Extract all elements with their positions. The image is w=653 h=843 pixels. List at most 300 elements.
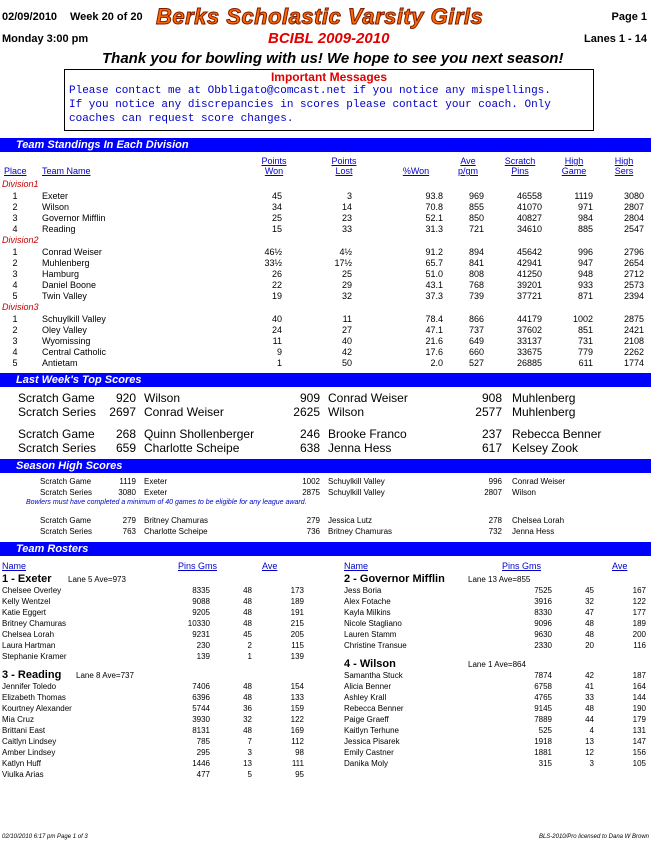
player-average: 173 — [290, 586, 304, 595]
score-name: Chelsea Lorah — [512, 516, 565, 525]
score-label: Scratch Series — [18, 441, 97, 455]
team-title: 3 - Reading — [2, 669, 62, 681]
division-label: Division1 — [2, 179, 39, 189]
team-info: Lane 13 Ave=855 — [468, 575, 531, 584]
standings-cell: 78.4 — [425, 314, 443, 324]
player-average: 116 — [633, 641, 646, 650]
standings-cell: 41070 — [516, 202, 542, 212]
player-pins: 3930 — [192, 715, 210, 724]
standings-cell: Schuylkill Valley — [42, 314, 106, 324]
player-name: Brittani East — [2, 726, 46, 735]
column-header: Name — [2, 561, 27, 571]
score-name: Britney Chamuras — [144, 516, 209, 525]
player-pins: 1446 — [192, 759, 210, 768]
player-pins: 9088 — [192, 597, 210, 606]
standings-cell: 15 — [271, 224, 282, 234]
team-title: 4 - Wilson — [344, 658, 396, 670]
score-name: Conrad Weiser — [328, 391, 408, 405]
standings-cell: 40 — [271, 314, 282, 324]
score-value: 617 — [481, 441, 502, 455]
player-average: 122 — [290, 715, 304, 724]
player-pins: 3916 — [534, 597, 552, 606]
player-pins: 9205 — [192, 608, 210, 617]
standings-cell: 3 — [12, 213, 18, 223]
standings-cell: 22 — [271, 280, 282, 290]
standings-cell: 850 — [468, 213, 484, 223]
player-games: 48 — [585, 619, 594, 628]
player-games: 48 — [243, 726, 252, 735]
standings-cell: 17.6 — [425, 347, 443, 357]
player-games: 45 — [243, 630, 252, 639]
player-games: 48 — [243, 619, 252, 628]
player-average: 190 — [632, 704, 646, 713]
player-name: Katlyn Huff — [2, 759, 41, 768]
player-games: 45 — [585, 586, 594, 595]
player-name: Emily Castner — [344, 748, 394, 757]
score-name: Jessica Lutz — [328, 516, 373, 525]
player-average: 187 — [632, 671, 646, 680]
standings-cell: 660 — [468, 347, 484, 357]
score-name: Exeter — [144, 477, 168, 486]
standings-cell: 2804 — [623, 213, 644, 223]
standings-cell: Wyomissing — [42, 336, 91, 346]
player-average: 144 — [632, 693, 646, 702]
player-name: Jessica Pisarek — [344, 737, 400, 746]
standings-cell: 894 — [468, 247, 484, 257]
standings-cell: 2 — [12, 202, 18, 212]
standings-cell: 46½ — [264, 247, 282, 257]
score-value: 908 — [481, 391, 502, 405]
player-games: 13 — [585, 737, 594, 746]
standings-cell: 1774 — [623, 358, 644, 368]
standings-cell: 2421 — [623, 325, 644, 335]
division-label: Division3 — [2, 302, 39, 312]
player-games: 48 — [243, 693, 252, 702]
standings-cell: 2.0 — [430, 358, 443, 368]
player-average: 200 — [632, 630, 646, 639]
player-name: Caitlyn Lindsey — [2, 737, 57, 746]
standings-cell: Antietam — [42, 358, 78, 368]
player-name: Paige Graeff — [344, 715, 389, 724]
player-games: 48 — [585, 630, 594, 639]
score-value: 246 — [299, 427, 320, 441]
player-games: 3 — [589, 759, 594, 768]
column-header: Ave — [612, 561, 628, 571]
player-average: 179 — [632, 715, 646, 724]
player-pins: 7525 — [534, 586, 552, 595]
player-average: 164 — [632, 682, 646, 691]
player-average: 189 — [632, 619, 646, 628]
column-header: Pins Gms — [178, 561, 218, 571]
standings-cell: 70.8 — [425, 202, 443, 212]
standings-cell: 851 — [577, 325, 593, 335]
standings-cell: 2654 — [623, 258, 644, 268]
standings-cell: 40827 — [516, 213, 542, 223]
score-value: 279 — [306, 516, 320, 525]
standings-cell: 27 — [341, 325, 352, 335]
player-average: 105 — [632, 759, 646, 768]
messages-title: Important Messages — [270, 70, 388, 84]
player-pins: 8335 — [192, 586, 210, 595]
standings-cell: 996 — [577, 247, 593, 257]
player-average: 189 — [290, 597, 304, 606]
standings-cell: 91.2 — [425, 247, 443, 257]
standings-cell: 1 — [12, 247, 18, 257]
standings-cell: 37.3 — [425, 291, 443, 301]
standings-cell: 2108 — [623, 336, 644, 346]
player-average: 131 — [632, 726, 646, 735]
standings-cell: 4 — [12, 280, 18, 290]
eligibility-note: Bowlers must have completed a minimum of 40 games to be eligible for any league award. — [26, 499, 307, 506]
standings-cell: 33 — [341, 224, 352, 234]
player-average: 191 — [290, 608, 304, 617]
player-pins: 525 — [538, 726, 552, 735]
standings-cell: 2712 — [623, 269, 644, 279]
player-name: Mia Cruz — [2, 715, 35, 724]
column-header: Pins Gms — [502, 561, 542, 571]
player-pins: 7406 — [192, 682, 210, 691]
standings-cell: Governor Mifflin — [42, 213, 106, 223]
standings-cell: 26 — [271, 269, 282, 279]
player-pins: 7874 — [534, 671, 552, 680]
player-average: 154 — [290, 682, 304, 691]
player-average: 156 — [632, 748, 646, 757]
player-name: Chelsee Overley — [2, 586, 62, 595]
player-name: Jennifer Toledo — [2, 682, 57, 691]
standings-cell: 25 — [271, 213, 282, 223]
score-value: 1002 — [302, 477, 320, 486]
standings-cell: 1002 — [572, 314, 593, 324]
player-games: 2 — [247, 641, 252, 650]
score-value: 3080 — [118, 488, 136, 497]
player-name: Stephanie Kramer — [2, 652, 67, 661]
standings-cell: Reading — [42, 224, 76, 234]
player-games: 48 — [585, 704, 594, 713]
player-name: Danika Moly — [344, 759, 389, 768]
standings-cell: 24 — [271, 325, 282, 335]
player-games: 48 — [243, 586, 252, 595]
division-label: Division2 — [2, 235, 39, 245]
rosters-header-bar: Team Rosters — [0, 542, 651, 556]
player-games: 1 — [247, 652, 252, 661]
standings-cell: 649 — [468, 336, 484, 346]
player-name: Kaitlyn Terhune — [344, 726, 399, 735]
standings-cell: 26885 — [516, 358, 542, 368]
standings-cell: 5 — [12, 358, 18, 368]
standings-cell: 33137 — [516, 336, 542, 346]
standings-cell: 3 — [346, 191, 352, 201]
column-header: High Sers — [614, 156, 634, 176]
score-label: Scratch Series — [18, 405, 97, 419]
team-info: Lane 8 Ave=737 — [76, 671, 134, 680]
score-label: Scratch Series — [40, 527, 93, 536]
standings-cell: 1 — [276, 358, 282, 368]
score-name: Wilson — [144, 391, 181, 405]
player-pins: 9145 — [534, 704, 552, 713]
standings-cell: 42 — [341, 347, 352, 357]
column-header: Scratch Pins — [504, 156, 536, 176]
day-time: Monday 3:00 pm — [2, 33, 89, 45]
score-name: Schuylkill Valley — [328, 477, 385, 486]
standings-cell: 2875 — [623, 314, 644, 324]
standings-cell: Conrad Weiser — [42, 247, 102, 257]
score-name: Britney Chamuras — [328, 527, 393, 536]
standings-cell: 731 — [577, 336, 593, 346]
player-average: 95 — [295, 770, 304, 779]
standings-cell: 2394 — [623, 291, 644, 301]
team-info: Lane 1 Ave=864 — [468, 660, 526, 669]
standings-cell: 739 — [468, 291, 484, 301]
player-pins: 9630 — [534, 630, 552, 639]
standings-cell: 866 — [468, 314, 484, 324]
player-name: Katie Eggert — [2, 608, 47, 617]
player-pins: 1881 — [534, 748, 552, 757]
standings-cell: 527 — [468, 358, 484, 368]
score-value: 996 — [488, 477, 502, 486]
score-value: 638 — [299, 441, 320, 455]
score-name: Exeter — [144, 488, 168, 497]
thanks-message: Thank you for bowling with us! We hope to see you next season! — [102, 50, 564, 67]
standings-cell: 2 — [12, 325, 18, 335]
standings-cell: 17½ — [334, 258, 352, 268]
standings-cell: Hamburg — [42, 269, 80, 279]
player-pins: 9096 — [534, 619, 552, 628]
player-pins: 5744 — [192, 704, 210, 713]
standings-cell: 65.7 — [425, 258, 443, 268]
column-header: Points Lost — [331, 156, 357, 176]
player-name: Laura Hartman — [2, 641, 56, 650]
player-games: 36 — [243, 704, 252, 713]
player-name: Jess Boria — [344, 586, 382, 595]
standings-cell: 885 — [577, 224, 593, 234]
standings-cell: 45642 — [516, 247, 542, 257]
player-games: 20 — [585, 641, 594, 650]
score-label: Scratch Game — [18, 391, 95, 405]
standings-cell: 721 — [468, 224, 484, 234]
standings-cell: 984 — [577, 213, 593, 223]
player-games: 48 — [243, 608, 252, 617]
player-average: 215 — [290, 619, 304, 628]
standings-cell: 779 — [577, 347, 593, 357]
standings-cell: 34610 — [516, 224, 542, 234]
score-value: 763 — [122, 527, 136, 536]
score-value: 909 — [299, 391, 320, 405]
standings-cell: 855 — [468, 202, 484, 212]
player-average: 139 — [290, 652, 304, 661]
standings-cell: 5 — [12, 291, 18, 301]
score-name: Jenna Hess — [512, 527, 555, 536]
score-value: 659 — [115, 441, 136, 455]
column-header: Points Won — [261, 156, 287, 176]
footer-right: BLS-2010/Pro licensed to Dana W Brown — [538, 834, 649, 840]
season-high-header-bar: Season High Scores — [0, 459, 651, 473]
report-date: 02/09/2010 — [2, 11, 58, 23]
player-games: 48 — [243, 682, 252, 691]
score-name: Jenna Hess — [328, 441, 392, 455]
player-pins: 785 — [196, 737, 210, 746]
player-pins: 4765 — [534, 693, 552, 702]
player-pins: 2330 — [534, 641, 552, 650]
message-line: Please contact me at Obbligato@comcast.net if you notice any mispellings. — [69, 85, 551, 97]
column-header: Name — [344, 561, 369, 571]
standings-cell: Daniel Boone — [42, 280, 97, 290]
footer-left: 02/10/2010 6:17 pm Page 1 of 3 — [2, 834, 88, 840]
player-name: Alex Fotache — [344, 597, 391, 606]
score-value: 732 — [488, 527, 502, 536]
page-number: Page 1 — [611, 11, 647, 23]
standings-cell: 23 — [341, 213, 352, 223]
standings-cell: 33675 — [516, 347, 542, 357]
player-games: 32 — [243, 715, 252, 724]
player-average: 122 — [632, 597, 646, 606]
standings-cell: Muhlenberg — [42, 258, 90, 268]
standings-cell: 808 — [468, 269, 484, 279]
standings-cell: 1119 — [574, 191, 593, 201]
player-average: 205 — [290, 630, 304, 639]
standings-cell: 46558 — [516, 191, 542, 201]
standings-cell: 737 — [468, 325, 484, 335]
player-average: 111 — [291, 759, 304, 768]
standings-cell: 3080 — [623, 191, 644, 201]
column-header: High Game — [561, 156, 587, 176]
standings-cell: 37602 — [516, 325, 542, 335]
player-pins: 7889 — [534, 715, 552, 724]
standings-cell: 19 — [271, 291, 282, 301]
player-average: 112 — [291, 737, 304, 746]
player-pins: 6758 — [534, 682, 552, 691]
standings-cell: 3 — [12, 336, 18, 346]
player-games: 48 — [243, 597, 252, 606]
player-name: Kayla Milkins — [344, 608, 391, 617]
score-value: 2577 — [475, 405, 502, 419]
standings-cell: 871 — [577, 291, 593, 301]
score-value: 278 — [488, 516, 502, 525]
player-games: 44 — [585, 715, 594, 724]
standings-cell: 1 — [12, 191, 18, 201]
standings-cell: 47.1 — [425, 325, 443, 335]
player-name: Elizabeth Thomas — [2, 693, 66, 702]
standings-cell: 41250 — [516, 269, 542, 279]
player-pins: 295 — [196, 748, 210, 757]
standings-cell: 971 — [577, 202, 593, 212]
standings-cell: 37721 — [516, 291, 542, 301]
player-name: Samantha Stuck — [344, 671, 403, 680]
standings-cell: 25 — [341, 269, 352, 279]
player-games: 33 — [585, 693, 594, 702]
player-games: 7 — [247, 737, 252, 746]
player-name: Kelly Wentzel — [2, 597, 51, 606]
standings-cell: 2573 — [623, 280, 644, 290]
team-title: 2 - Governor Mifflin — [344, 573, 445, 585]
player-pins: 477 — [196, 770, 210, 779]
player-name: Kourtney Alexander — [2, 704, 72, 713]
player-pins: 8330 — [534, 608, 552, 617]
team-info: Lane 5 Ave=973 — [68, 575, 126, 584]
player-average: 133 — [290, 693, 304, 702]
score-value: 2697 — [109, 405, 136, 419]
player-name: Amber Lindsey — [2, 748, 56, 757]
standings-cell: 44179 — [516, 314, 542, 324]
column-header: Ave — [262, 561, 278, 571]
player-name: Britney Chamuras — [2, 619, 67, 628]
player-average: 115 — [291, 641, 304, 650]
score-label: Scratch Series — [40, 488, 93, 497]
standings-cell: 11 — [272, 336, 282, 346]
standings-cell: 32 — [341, 291, 352, 301]
standings-cell: 611 — [578, 358, 593, 368]
score-label: Scratch Game — [18, 427, 95, 441]
score-value: 2875 — [302, 488, 320, 497]
standings-cell: 948 — [577, 269, 593, 279]
player-average: 159 — [290, 704, 304, 713]
player-games: 5 — [247, 770, 252, 779]
player-games: 42 — [585, 671, 594, 680]
lanes: Lanes 1 - 14 — [584, 33, 647, 45]
standings-cell: 43.1 — [425, 280, 443, 290]
standings-cell: 4½ — [339, 247, 352, 257]
standings-cell: 93.8 — [425, 191, 443, 201]
player-name: Viulka Arias — [2, 770, 44, 779]
important-messages-box — [64, 69, 594, 131]
standings-cell: 51.0 — [425, 269, 443, 279]
standings-cell: 52.1 — [425, 213, 443, 223]
player-name: Alicia Benner — [344, 682, 392, 691]
player-pins: 8131 — [192, 726, 210, 735]
standings-cell: 1 — [12, 314, 18, 324]
standings-cell: 2796 — [623, 247, 644, 257]
standings-cell: 841 — [468, 258, 484, 268]
message-line: If you notice any discrepancies in scores please contact your coach. Only — [69, 99, 551, 111]
standings-cell: 11 — [342, 314, 352, 324]
score-value: 736 — [306, 527, 320, 536]
standings-cell: Exeter — [42, 191, 69, 201]
player-games: 47 — [585, 608, 594, 617]
player-pins: 230 — [196, 641, 210, 650]
score-value: 268 — [115, 427, 136, 441]
standings-cell: 4 — [12, 224, 18, 234]
score-name: Muhlenberg — [512, 405, 576, 419]
score-name: Kelsey Zook — [512, 441, 579, 455]
score-label: Scratch Game — [40, 477, 92, 486]
player-pins: 1918 — [534, 737, 552, 746]
standings-cell: Wilson — [42, 202, 70, 212]
standings-cell: 969 — [468, 191, 484, 201]
player-average: 167 — [632, 586, 646, 595]
standings-cell: 3 — [12, 269, 18, 279]
player-name: Ashley Krall — [344, 693, 387, 702]
player-name: Christine Transue — [344, 641, 407, 650]
score-name: Schuylkill Valley — [328, 488, 385, 497]
standings-cell: 50 — [341, 358, 352, 368]
standings-cell: 2547 — [623, 224, 644, 234]
standings-cell: 29 — [341, 280, 352, 290]
week-indicator: Week 20 of 20 — [70, 11, 143, 23]
standings-cell: 933 — [577, 280, 593, 290]
player-games: 4 — [589, 726, 594, 735]
score-name: Charlotte Scheipe — [144, 441, 240, 455]
standings-cell: 31.3 — [425, 224, 443, 234]
score-name: Wilson — [328, 405, 365, 419]
player-pins: 315 — [538, 759, 552, 768]
standings-cell: Central Catholic — [42, 347, 107, 357]
score-name: Charlotte Scheipe — [144, 527, 208, 536]
player-games: 41 — [585, 682, 594, 691]
player-average: 147 — [632, 737, 646, 746]
column-header: Team Name — [42, 166, 91, 176]
score-name: Muhlenberg — [512, 391, 576, 405]
standings-cell: 39201 — [516, 280, 542, 290]
standings-cell: 14 — [341, 202, 352, 212]
